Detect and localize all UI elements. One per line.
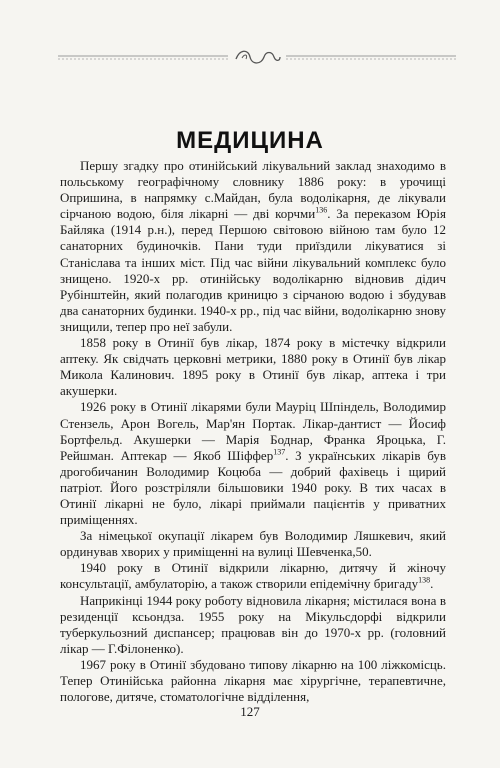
scroll-flourish-icon — [58, 47, 456, 69]
page-number: 127 — [240, 704, 260, 719]
paragraph: 1940 року в Отинії відкрили лікарню, дитячу й жіночу консультації, амбулаторію, а також створили епідемічну бригаду$^{138}$. — [60, 560, 446, 592]
footnote-ref: 137 — [273, 447, 286, 457]
article-body — [60, 158, 446, 705]
section-title: МЕДИЦИНА — [176, 127, 324, 154]
paragraph: 1858 року в Отинії був лікар, 1874 року в містечку відкрили аптеку. Як свідчать церковні метрики, 1880 року в Отинії був лікар Микола Калинович. 1895 року в Отинії був лікар, аптека і три акушерки. — [60, 335, 446, 399]
paragraph: За німецької окупації лікарем був Володимир Ляшкевич, який ординував хворих у приміщенні на вулиці Шевченка,50. — [60, 528, 446, 560]
footnote-ref: 138 — [418, 576, 431, 586]
paragraph: Наприкінці 1944 року роботу відновила лікарня; містилася вона в резиденції ксьондза. 1955 року на Мікульсдорфі відкрили туберкульозний диспансер; працював він до 1970-х рр. (головний лікар — Г.Філоненко). — [60, 592, 446, 656]
footnote-ref: 136 — [315, 205, 328, 215]
paragraph: 1926 року в Отинії лікарями були Мауріц Шпіндель, Володимир Стензель, Арон Вогель, Мар'ян Портак. Лікар-дантист — Йосиф Бортфельд. Акушерки — Марія Боднар, Франка Яроцька, Г. Рейшман. Аптекар — Якоб Шіффер$^{137}$. З українських лікарів був дрогобичанин Володимир Коцюба — добрий фахівець і щирий патріот. Його розстріляли більшовики 1940 року. В тих часах в Отинії лікарні не було, лікарі приймали пацієнтів у приватних приміщеннях. — [60, 399, 446, 528]
paragraph: 1967 року в Отинії збудовано типову лікарню на 100 ліжкомісць. Тепер Отинійська районна лікарня має хірургічне, терапевтичне, пологове, дитяче, стоматологічне відділення, — [60, 656, 446, 705]
paragraph: Першу згадку про отинійський лікувальний заклад знаходимо в польському географічному словнику 1886 року: в урочищі Опришина, в напрямку с.Майдан, була водолікарня, де лікували сірчаною водою, біля лікарні — дві корчми$^{136}$. За переказом Юрія Байляка (1914 р.н.), перед Першою світовою війною там було 12 санаторних будиночків. Пани туди приїздили лікуватися зі Станіслава та інших міст. Під час війни лікувальний комплекс було знищено. 1920-х рр. отинійську водолікарню відновив дідич Рубінштейн, який полагодив криницю з сірчаною водою і збудував два санаторних будинки. 1940-х рр., під час війни, водолікарню знову знищили, тепер про неї забули. — [60, 158, 446, 334]
